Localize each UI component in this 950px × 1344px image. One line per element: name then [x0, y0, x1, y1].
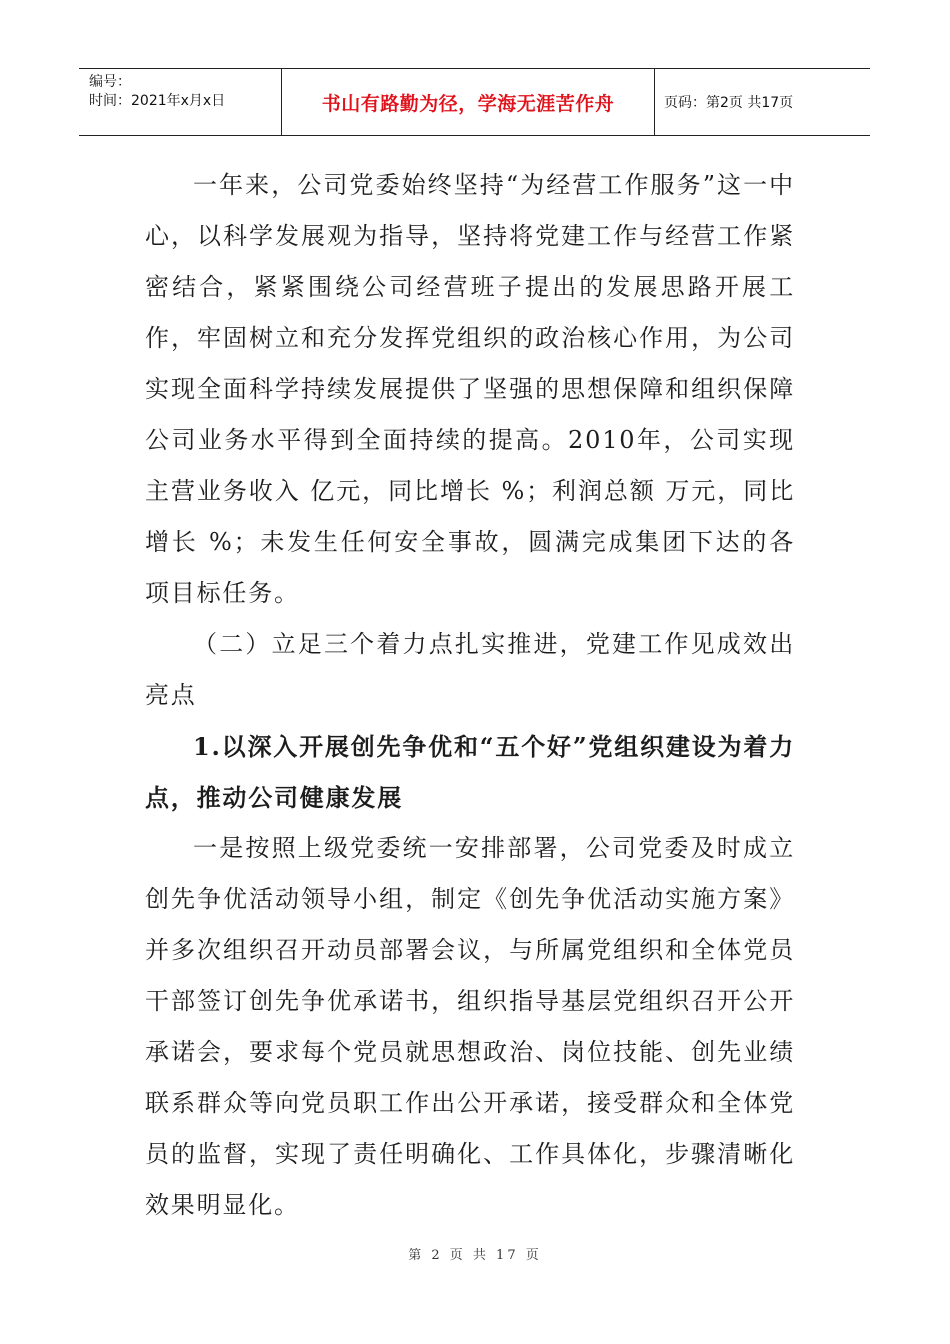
page-header	[79, 68, 870, 136]
header-meta	[79, 69, 282, 135]
paragraph-summary: 一年来，公司党委始终坚持“为经营工作服务”这一中心，以科学发展观为指导，坚持将党建工作与经营工作紧密结合，紧紧围绕公司经营班子提出的发展思路开展工作，牢固树立和充分发挥党组织的政治核心作用，为公司实现全面科学持续发展提供了坚强的思想保障和组织保障公司业务水平得到全面持续的提高。2010年，公司实现主营业务收入 亿元，同比增长 %；利润总额 万元，同比增长 %；未发生任何安全事故，圆满完成集团下达的各项目标任务。	[145, 171, 795, 607]
header-motto: 书山有路勤为径，学海无涯苦作舟	[282, 69, 655, 135]
subsection-heading: 1.以深入开展创先争优和“五个好”党组织建设为着力点，推动公司健康发展	[145, 732, 795, 812]
paragraph-detail: 一是按照上级党委统一安排部署，公司党委及时成立创先争优活动领导小组，制定《创先争优活动实施方案》并多次组织召开动员部署会议，与所属党组织和全体党员干部签订创先争优承诺书，组织指导基层党组织召开公开承诺会，要求每个党员就思想政治、岗位技能、创先业绩联系群众等向党员职工作出公开承诺，接受群众和全体党员的监督，实现了责任明确化、工作具体化，步骤清晰化效果明显化。	[145, 834, 795, 1219]
document-time-label: 时间：2021年x月x日	[89, 93, 226, 109]
section-heading: （二）立足三个着力点扎实推进，党建工作见成效出亮点	[145, 630, 795, 709]
document-body	[145, 160, 795, 1231]
page-footer: 第 2 页 共 17 页	[408, 1248, 542, 1263]
document-number-label: 编号：	[89, 74, 131, 90]
header-page-info: 页码：第2页 共17页	[664, 95, 794, 111]
